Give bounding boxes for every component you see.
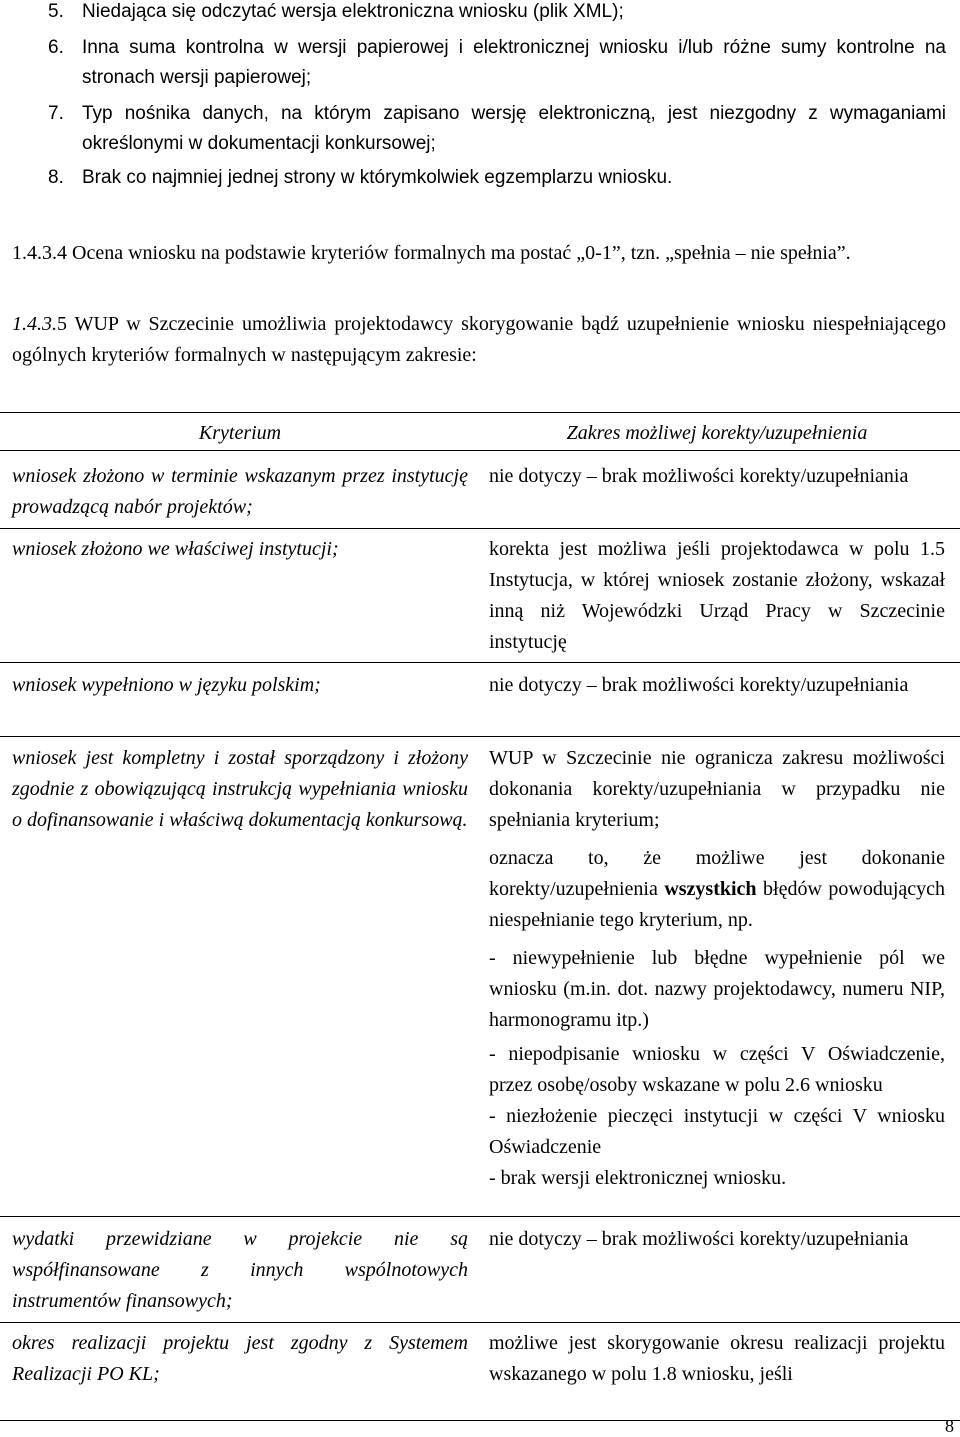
scope-paragraph: WUP w Szczecinie nie ogranicza zakresu możliwości dokonania korekty/uzupełniania w przypadku nie spełniania kryterium;: [489, 747, 945, 831]
list-item: [48, 33, 946, 93]
scope-paragraph: - niepodpisanie wniosku w części V Oświadczenie, przez osobę/osoby wskazane w polu 2.6 wniosku: [489, 1043, 945, 1096]
list-number: 6.: [48, 37, 64, 58]
scope-paragraph: - brak wersji elektronicznej wniosku.: [489, 1167, 787, 1189]
list-item: [48, 0, 946, 27]
scope-paragraph: [489, 843, 945, 936]
paragraph-number: 1.4.3.: [12, 313, 57, 335]
scope-emphasis: wszystkich: [664, 878, 757, 900]
paragraph-1-4-3-5: [12, 309, 946, 371]
row-4-criterion: wniosek jest kompletny i został sporządzony i złożony zgodnie z obowiązującą instrukcją wypełniania wniosku o dofinansowanie i właściwą dokumentacją konkursową.: [12, 747, 468, 831]
row-rule: [0, 528, 960, 529]
scope-text: oznacza to, że możliwe jest dokonanie korekty/uzupełnienia: [489, 847, 945, 900]
scope-paragraph: - niezłożenie pieczęci instytucji w części V wniosku Oświadczenie: [489, 1105, 945, 1158]
row-5-scope: nie dotyczy – brak możliwości korekty/uzupełniania: [489, 1228, 909, 1250]
row-2-scope: korekta jest możliwa jeśli projektodawca w polu 1.5 Instytucja, w której wniosek zostanie złożony, wskazał inną niż Wojewódzki Urząd Pracy w Szczecinie instytucję: [489, 538, 945, 653]
scope-text: błędów powodujących niespełnianie tego kryterium, np.: [489, 878, 946, 931]
header-rule: [0, 450, 960, 451]
row-2-criterion: wniosek złożono we właściwej instytucji;: [12, 538, 339, 560]
list-text: Brak co najmniej jednej strony w którymkolwiek egzemplarzu wniosku.: [82, 167, 673, 188]
paragraph-text: 5 WUP w Szczecinie umożliwia projektodawcy skorygowanie bądź uzupełnienie wniosku niespełniającego ogólnych kryteriów formalnych w następującym zakresie:: [12, 313, 946, 366]
page-number: 8: [945, 1416, 954, 1436]
row-4-scope: [489, 743, 945, 1194]
row-1-criterion: wniosek złożono w terminie wskazanym przez instytucję prowadzącą nabór projektów;: [12, 465, 468, 518]
list-item: [48, 163, 946, 193]
row-3-criterion: wniosek wypełniono w języku polskim;: [12, 674, 321, 696]
list-number: 8.: [48, 167, 64, 188]
row-rule: [0, 662, 960, 663]
header-correction-scope: Zakres możliwej korekty/uzupełnienia: [566, 422, 868, 444]
row-rule: [0, 736, 960, 737]
numbered-list: [48, 0, 946, 193]
scope-paragraph: - niewypełnienie lub błędne wypełnienie pól we wniosku (m.in. dot. nazwy projektodawcy, numeru NIP, harmonogramu itp.): [489, 947, 945, 1031]
header-criterion: Kryterium: [198, 422, 282, 444]
page-bottom-rule: [0, 1420, 960, 1421]
table-top-rule: [0, 412, 960, 413]
list-number: 7.: [48, 103, 64, 124]
list-text: Niedająca się odczytać wersja elektroniczna wniosku (plik XML);: [82, 1, 624, 22]
row-5-criterion: wydatki przewidziane w projekcie nie są współfinansowane z innych wspólnotowych instrumentów finansowych;: [12, 1228, 468, 1312]
paragraph-1-4-3-4: 1.4.3.4 Ocena wniosku na podstawie kryteriów formalnych ma postać „0-1”, tzn. „spełnia – nie spełnia”.: [12, 242, 851, 264]
row-rule: [0, 1322, 960, 1323]
list-item: [48, 99, 946, 159]
row-6-scope: możliwe jest skorygowanie okresu realizacji projektu wskazanego w polu 1.8 wniosku, jeśli: [489, 1332, 945, 1385]
list-text: Inna suma kontrolna w wersji papierowej i elektronicznej wniosku i/lub różne sumy kontrolne na stronach wersji papierowej;: [82, 37, 946, 88]
list-number: 5.: [48, 1, 64, 22]
row-3-scope: nie dotyczy – brak możliwości korekty/uzupełniania: [489, 674, 909, 696]
row-6-criterion: okres realizacji projektu jest zgodny z Systemem Realizacji PO KL;: [12, 1332, 468, 1385]
row-rule: [0, 1216, 960, 1217]
row-1-scope: nie dotyczy – brak możliwości korekty/uzupełniania: [489, 465, 909, 487]
list-text: Typ nośnika danych, na którym zapisano wersję elektroniczną, jest niezgodny z wymaganiami określonymi w dokumentacji konkursowej;: [82, 103, 946, 154]
